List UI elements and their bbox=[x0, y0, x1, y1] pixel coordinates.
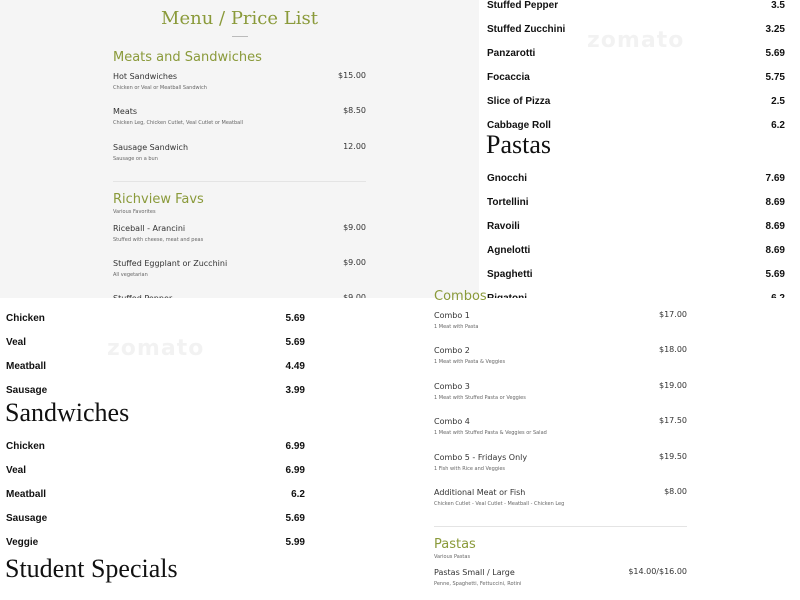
price-row-price: 5.69 bbox=[765, 48, 785, 59]
price-row-price: 3.25 bbox=[765, 24, 785, 35]
menu-item-name: Stuffed Eggplant or Zucchini bbox=[113, 259, 228, 268]
menu-item-name: Combo 1 bbox=[434, 311, 470, 320]
menu-item-price: 12.00 bbox=[343, 142, 366, 151]
menu-item-name: Riceball - Arancini bbox=[113, 224, 186, 233]
price-row-price: 6.2 bbox=[291, 489, 305, 500]
price-row-name: Meatball bbox=[6, 489, 47, 500]
price-row-name: Tortellini bbox=[487, 197, 529, 208]
price-row-name: Veal bbox=[6, 465, 27, 476]
menu-item-desc: 1 Meat with Pasta & Veggies bbox=[434, 359, 506, 365]
section-heading-combos: Combos bbox=[434, 289, 487, 304]
price-row-name: Stuffed Zucchini bbox=[487, 24, 566, 35]
price-row-name: Gnocchi bbox=[487, 173, 528, 184]
price-row-name: Cabbage Roll bbox=[487, 120, 551, 131]
menu-item-price: $17.50 bbox=[659, 416, 687, 425]
price-row-name: Sausage bbox=[6, 385, 48, 396]
menu-item-desc: Stuffed with cheese, meat and peas bbox=[113, 237, 204, 243]
watermark-logo: zomato bbox=[107, 336, 205, 361]
price-row-name: Focaccia bbox=[487, 72, 530, 83]
price-row-price: 8.69 bbox=[765, 221, 785, 232]
price-row-name: Slice of Pizza bbox=[487, 96, 551, 107]
price-row-name: Spaghetti bbox=[487, 269, 533, 280]
section-divider bbox=[434, 526, 687, 527]
price-row-name: Ravoili bbox=[487, 221, 520, 232]
price-row-price: 6.99 bbox=[285, 465, 305, 476]
price-row-price: 3.99 bbox=[285, 385, 305, 396]
price-row-price: 2.5 bbox=[771, 96, 785, 107]
menu-item-price: $9.00 bbox=[343, 223, 366, 232]
price-row-price: 5.69 bbox=[285, 513, 305, 524]
menu-panel-top-left bbox=[0, 0, 479, 298]
price-row-price: 8.69 bbox=[765, 245, 785, 256]
menu-item-name: Hot Sandwiches bbox=[113, 72, 178, 81]
menu-item-desc: 1 Meat with Pasta bbox=[434, 324, 479, 330]
watermark-logo: zomato bbox=[587, 28, 685, 53]
menu-item-desc: 1 Meat with Stuffed Pasta & Veggies or Salad bbox=[434, 430, 547, 436]
menu-item-desc: Penne, Spaghetti, Fettuccini, Rotini bbox=[434, 581, 522, 587]
price-row-price: 5.69 bbox=[285, 337, 305, 348]
menu-item-desc: Chicken Leg, Chicken Cutlet, Veal Cutlet or Meatball bbox=[113, 120, 243, 126]
menu-item-name: Additional Meat or Fish bbox=[434, 488, 526, 497]
price-row-price: 6.2 bbox=[771, 120, 785, 131]
menu-item-name: Combo 2 bbox=[434, 346, 470, 355]
menu-item-name: Combo 3 bbox=[434, 382, 470, 391]
menu-item-desc: Chicken or Veal or Meatball Sandwich bbox=[113, 85, 207, 91]
menu-panel-top-right bbox=[479, 0, 800, 298]
menu-item-price: $18.00 bbox=[659, 345, 687, 354]
title-divider bbox=[232, 36, 248, 37]
menu-item-name: Meats bbox=[113, 107, 138, 116]
menu-item-price: $14.00/$16.00 bbox=[628, 567, 687, 576]
menu-item-price: $8.50 bbox=[343, 106, 366, 115]
price-row-name: Chicken bbox=[6, 313, 45, 324]
menu-item-desc: 1 Fish with Rice and Veggies bbox=[434, 466, 506, 472]
price-row-price: 5.69 bbox=[765, 269, 785, 280]
price-row-name: Agnelotti bbox=[487, 245, 531, 256]
page-title: Menu / Price List bbox=[161, 8, 318, 29]
price-row-name: Veggie bbox=[6, 537, 39, 548]
menu-item-price: $9.00 bbox=[343, 258, 366, 267]
price-row-price: 8.69 bbox=[765, 197, 785, 208]
menu-item-price: $19.50 bbox=[659, 452, 687, 461]
menu-item-name: Pastas Small / Large bbox=[434, 568, 515, 577]
price-row-price: 7.69 bbox=[765, 173, 785, 184]
menu-item-price: $8.00 bbox=[664, 487, 687, 496]
menu-item-price: $19.00 bbox=[659, 381, 687, 390]
menu-item-desc: All vegetarian bbox=[113, 272, 148, 278]
menu-item-price: $17.00 bbox=[659, 310, 687, 319]
menu-item-name: Sausage Sandwich bbox=[113, 143, 189, 152]
section-heading-meats: Meats and Sandwiches bbox=[113, 50, 262, 65]
price-row-price: 5.99 bbox=[285, 537, 305, 548]
price-row-name: Stuffed Pepper bbox=[487, 0, 559, 11]
section-heading-pastas: Pastas bbox=[434, 537, 476, 552]
price-row-price: 5.69 bbox=[285, 313, 305, 324]
price-row-name: Chicken bbox=[6, 441, 45, 452]
price-row-price: 4.49 bbox=[285, 361, 305, 372]
menu-panel-bottom-right bbox=[400, 289, 800, 600]
menu-item-desc: Sausage on a bun bbox=[113, 156, 158, 162]
price-row-name: Panzarotti bbox=[487, 48, 536, 59]
menu-item-desc: 1 Meat with Stuffed Pasta or Veggies bbox=[434, 395, 526, 401]
section-heading-favs: Richview Favs bbox=[113, 192, 204, 207]
menu-item-desc: Chicken Cutlet - Veal Cutlet - Meatball - Chicken Leg bbox=[434, 501, 565, 507]
section-subheading: Various Favorites bbox=[113, 209, 156, 215]
price-row-name: Sausage bbox=[6, 513, 48, 524]
section-subheading: Various Pastas bbox=[434, 554, 471, 560]
menu-item-name: Combo 5 - Fridays Only bbox=[434, 453, 528, 462]
section-heading-pastas: Pastas bbox=[486, 130, 551, 159]
section-divider bbox=[113, 181, 366, 182]
menu-panel-bottom-left bbox=[0, 298, 400, 600]
menu-item-name: Combo 4 bbox=[434, 417, 470, 426]
section-heading-sandwiches: Sandwiches bbox=[5, 398, 130, 427]
menu-item-price: $15.00 bbox=[338, 71, 366, 80]
section-heading-student-specials: Student Specials bbox=[5, 554, 178, 583]
price-row-price: 3.5 bbox=[771, 0, 785, 11]
price-row-price: 6.99 bbox=[285, 441, 305, 452]
price-row-name: Meatball bbox=[6, 361, 47, 372]
price-row-price: 5.75 bbox=[765, 72, 785, 83]
price-row-name: Veal bbox=[6, 337, 27, 348]
